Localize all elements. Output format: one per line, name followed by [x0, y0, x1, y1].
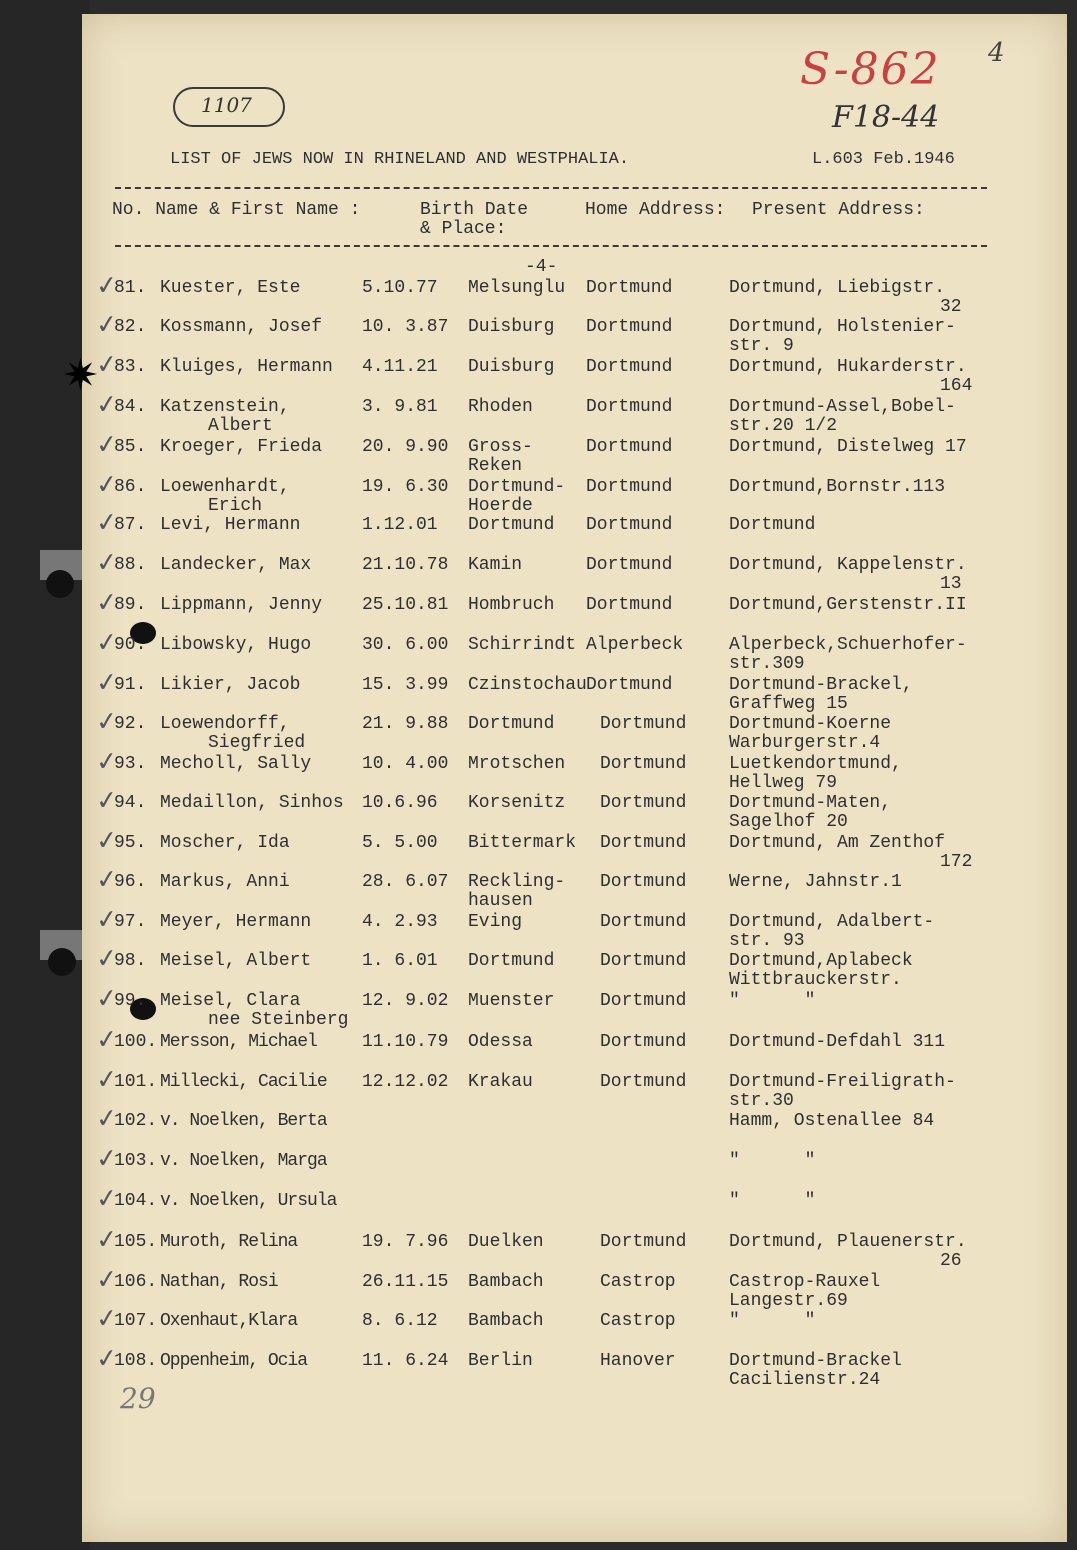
birth-date: 4.11.21 — [362, 357, 438, 377]
birth-date: 1. 6.01 — [362, 951, 438, 971]
present-address: " " — [729, 1311, 816, 1331]
birth-date: 10.6.96 — [362, 793, 438, 813]
row-number: 103. — [114, 1151, 158, 1171]
home-address: Dortmund — [586, 357, 673, 377]
person-name: Kroeger, Frieda — [160, 437, 323, 457]
person-name: Libowsky, Hugo — [160, 635, 312, 655]
present-address: Dortmund, Holstenier- — [729, 317, 956, 337]
birth-place: Schirrindt — [468, 635, 577, 655]
document-title: LIST OF JEWS NOW IN RHINELAND AND WESTPHALIA. — [170, 150, 630, 169]
left-binding-band — [0, 0, 90, 1550]
person-name: Meyer, Hermann — [160, 912, 312, 932]
home-address: Dortmund — [600, 1032, 687, 1052]
present-address: Hamm, Ostenallee 84 — [729, 1111, 935, 1131]
birth-date: 10. 4.00 — [362, 754, 449, 774]
check-mark-icon: ✓ — [94, 942, 120, 976]
present-address-cont: str.309 — [729, 654, 805, 674]
birth-date: 28. 6.07 — [362, 872, 449, 892]
birth-place: Melsunglu — [468, 278, 566, 298]
person-name: Mersson, Michael — [160, 1032, 317, 1052]
birth-place: Dortmund — [468, 515, 555, 535]
birth-date: 12. 9.02 — [362, 991, 449, 1011]
row-number: 108. — [114, 1351, 158, 1371]
present-address: Dortmund-Koerne — [729, 714, 892, 734]
check-mark-icon: ✓ — [94, 586, 120, 620]
present-address-cont: Graffweg 15 — [729, 694, 848, 714]
present-address-cont: Sagelhof 20 — [729, 812, 848, 832]
birth-date: 11.10.79 — [362, 1032, 449, 1052]
column-header-present: Present Address: — [752, 200, 925, 220]
person-name: Markus, Anni — [160, 872, 290, 892]
star-mark-icon: ✷ — [62, 350, 99, 401]
row-number: 86. — [114, 477, 147, 497]
column-header-home: Home Address: — [585, 200, 726, 220]
birth-date: 8. 6.12 — [362, 1311, 438, 1331]
person-name: v. Noelken, Ursula — [160, 1191, 337, 1211]
file-number-stamp — [173, 87, 285, 127]
person-name: Katzenstein, — [160, 397, 290, 417]
present-address-cont: Warburgerstr.4 — [729, 733, 881, 753]
home-address: Dortmund — [586, 595, 673, 615]
header-divider — [115, 187, 987, 189]
present-address: Luetkendortmund, — [729, 754, 902, 774]
birth-place: Duisburg — [468, 317, 555, 337]
home-address: Dortmund — [600, 1232, 687, 1252]
birth-place: Kamin — [468, 555, 523, 575]
person-name: Likier, Jacob — [160, 675, 301, 695]
present-address: " " — [729, 991, 816, 1011]
present-address: Castrop-Rauxel — [729, 1272, 881, 1292]
check-mark-icon: ✓ — [94, 1302, 120, 1336]
birth-date: 21. 9.88 — [362, 714, 449, 734]
present-address: Alperbeck,Schuerhofer- — [729, 635, 967, 655]
present-address: Dortmund,Gerstenstr.II — [729, 595, 967, 615]
punch-hole-top — [46, 570, 74, 598]
birth-date: 5.10.77 — [362, 278, 438, 298]
person-name-cont: Erich — [208, 496, 263, 516]
birth-place: Berlin — [468, 1351, 533, 1371]
present-address: Dortmund-Brackel, — [729, 675, 913, 695]
person-name: Meisel, Clara — [160, 991, 301, 1011]
home-address: Castrop — [600, 1272, 676, 1292]
handwritten-footer-mark: 29 — [120, 1382, 156, 1415]
row-number: 82. — [114, 317, 147, 337]
row-number: 93. — [114, 754, 147, 774]
column-header-no-name: No. Name & First Name : — [112, 200, 361, 220]
birth-place: Mrotschen — [468, 754, 566, 774]
red-archive-reference: S-862 — [800, 44, 941, 95]
present-address: " " — [729, 1191, 816, 1211]
row-number: 104. — [114, 1191, 158, 1211]
present-address-cont: str.20 1/2 — [729, 416, 838, 436]
home-address: Dortmund — [600, 1072, 687, 1092]
birth-date: 1.12.01 — [362, 515, 438, 535]
person-name: Landecker, Max — [160, 555, 312, 575]
check-mark-icon: ✓ — [94, 546, 120, 580]
present-address-cont: str.30 — [729, 1091, 794, 1111]
row-number: 81. — [114, 278, 147, 298]
birth-date: 25.10.81 — [362, 595, 449, 615]
person-name-cont: Albert — [208, 416, 273, 436]
check-mark-icon: ✓ — [94, 1342, 120, 1376]
row-number: 92. — [114, 714, 147, 734]
birth-place: Bittermark — [468, 833, 577, 853]
check-mark-icon: ✓ — [94, 666, 120, 700]
present-address-cont: 32 — [940, 297, 962, 317]
person-name: Kossmann, Josef — [160, 317, 323, 337]
birth-place: Krakau — [468, 1072, 533, 1092]
birth-date: 20. 9.90 — [362, 437, 449, 457]
check-mark-icon: ✓ — [94, 1263, 120, 1297]
person-name: Lippmann, Jenny — [160, 595, 323, 615]
row-number: 98. — [114, 951, 147, 971]
check-mark-icon: ✓ — [94, 1223, 120, 1257]
check-mark-icon: ✓ — [94, 1182, 120, 1216]
row-number: 100. — [114, 1032, 158, 1052]
row-number: 102. — [114, 1111, 158, 1131]
present-address: " " — [729, 1151, 816, 1171]
row-number: 88. — [114, 555, 147, 575]
person-name: Levi, Hermann — [160, 515, 301, 535]
birth-place-cont: Hoerde — [468, 496, 533, 516]
document-reference: L.603 Feb.1946 — [812, 150, 955, 169]
check-mark-icon: ✓ — [94, 784, 120, 818]
person-name: Oxenhaut,Klara — [160, 1311, 298, 1331]
home-address: Dortmund — [600, 951, 687, 971]
present-address: Dortmund, Plauenerstr. — [729, 1232, 967, 1252]
birth-date: 3. 9.81 — [362, 397, 438, 417]
home-address: Alperbeck — [586, 635, 684, 655]
handwritten-page-mark: 4 — [988, 38, 1005, 68]
home-address: Dortmund — [600, 991, 687, 1011]
punch-hole-bottom — [48, 948, 76, 976]
check-mark-icon: ✓ — [94, 626, 120, 660]
birth-date: 12.12.02 — [362, 1072, 449, 1092]
home-address: Dortmund — [586, 278, 673, 298]
home-address: Castrop — [600, 1311, 676, 1331]
row-number: 95. — [114, 833, 147, 853]
home-address: Dortmund — [586, 397, 673, 417]
home-address: Dortmund — [600, 912, 687, 932]
person-name: Loewenhardt, — [160, 477, 290, 497]
birth-place: Hombruch — [468, 595, 555, 615]
birth-place: Dortmund- — [468, 477, 566, 497]
birth-date: 21.10.78 — [362, 555, 449, 575]
birth-place: Bambach — [468, 1272, 544, 1292]
present-address: Dortmund,Aplabeck — [729, 951, 913, 971]
present-address: Dortmund, Am Zenthof — [729, 833, 946, 853]
present-address-cont: Hellweg 79 — [729, 773, 838, 793]
row-number: 90. — [114, 635, 147, 655]
row-number: 106. — [114, 1272, 158, 1292]
check-mark-icon: ✓ — [94, 428, 120, 462]
present-address: Dortmund, Hukarderstr. — [729, 357, 967, 377]
present-address: Dortmund, Liebigstr. — [729, 278, 946, 298]
row-number: 101. — [114, 1072, 158, 1092]
check-mark-icon: ✓ — [94, 1142, 120, 1176]
birth-date: 10. 3.87 — [362, 317, 449, 337]
birth-place: Reckling- — [468, 872, 566, 892]
person-name: Muroth, Relina — [160, 1232, 298, 1252]
birth-place: Odessa — [468, 1032, 533, 1052]
present-address: Dortmund-Maten, — [729, 793, 892, 813]
birth-place: Bambach — [468, 1311, 544, 1331]
home-address: Dortmund — [600, 714, 687, 734]
birth-place: Eving — [468, 912, 523, 932]
row-number: 97. — [114, 912, 147, 932]
check-mark-icon: ✓ — [94, 1063, 120, 1097]
present-address: Dortmund — [729, 515, 816, 535]
present-address: Dortmund,Bornstr.113 — [729, 477, 946, 497]
check-mark-icon: ✓ — [94, 863, 120, 897]
home-address: Dortmund — [586, 437, 673, 457]
row-number: 99. — [114, 991, 147, 1011]
person-name: Meisel, Albert — [160, 951, 312, 971]
row-number: 84. — [114, 397, 147, 417]
present-address-cont: 13 — [940, 574, 962, 594]
row-number: 83. — [114, 357, 147, 377]
person-name: Mecholl, Sally — [160, 754, 312, 774]
birth-date: 11. 6.24 — [362, 1351, 449, 1371]
present-address: Dortmund-Assel,Bobel- — [729, 397, 956, 417]
page-marker: -4- — [525, 257, 558, 277]
check-mark-icon: ✓ — [94, 1102, 120, 1136]
person-name: Nathan, Rosi — [160, 1272, 278, 1292]
person-name: Oppenheim, Ocia — [160, 1351, 308, 1371]
row-number: 85. — [114, 437, 147, 457]
present-address: Dortmund-Freiligrath- — [729, 1072, 956, 1092]
person-name: v. Noelken, Berta — [160, 1111, 327, 1131]
birth-place: Duelken — [468, 1232, 544, 1252]
birth-place: Dortmund — [468, 951, 555, 971]
home-address: Dortmund — [586, 477, 673, 497]
person-name: v. Noelken, Marga — [160, 1151, 327, 1171]
birth-place: Muenster — [468, 991, 555, 1011]
person-name-cont: nee Steinberg — [208, 1010, 349, 1030]
person-name: Loewendorff, — [160, 714, 290, 734]
birth-place-cont: Reken — [468, 456, 523, 476]
present-address: Dortmund-Defdahl 311 — [729, 1032, 946, 1052]
stamp-number: 1107 — [201, 93, 252, 117]
present-address: Werne, Jahnstr.1 — [729, 872, 902, 892]
check-mark-icon: ✓ — [94, 705, 120, 739]
birth-date: 5. 5.00 — [362, 833, 438, 853]
home-address: Dortmund — [586, 555, 673, 575]
present-address-cont: Cacilienstr.24 — [729, 1370, 881, 1390]
check-mark-icon: ✓ — [94, 269, 120, 303]
header-divider — [115, 245, 987, 247]
home-address: Dortmund — [600, 793, 687, 813]
row-number: 105. — [114, 1232, 158, 1252]
check-mark-icon: ✓ — [94, 506, 120, 540]
home-address: Dortmund — [586, 515, 673, 535]
present-address-cont: str. 9 — [729, 336, 794, 356]
column-header-birth-place: & Place: — [420, 219, 507, 239]
person-name: Kuester, Este — [160, 278, 301, 298]
birth-date: 15. 3.99 — [362, 675, 449, 695]
birth-date: 19. 6.30 — [362, 477, 449, 497]
present-address: Dortmund, Adalbert- — [729, 912, 935, 932]
birth-place: Korsenitz — [468, 793, 566, 813]
check-mark-icon: ✓ — [94, 745, 120, 779]
present-address-cont: 26 — [940, 1251, 962, 1271]
birth-place-cont: hausen — [468, 891, 533, 911]
home-address: Hanover — [600, 1351, 676, 1371]
present-address-cont: Langestr.69 — [729, 1291, 848, 1311]
present-address-cont: str. 93 — [729, 931, 805, 951]
home-address: Dortmund — [600, 833, 687, 853]
birth-date: 4. 2.93 — [362, 912, 438, 932]
home-address: Dortmund — [600, 872, 687, 892]
home-address: Dortmund — [600, 754, 687, 774]
birth-place: Gross- — [468, 437, 533, 457]
birth-date: 26.11.15 — [362, 1272, 449, 1292]
present-address: Dortmund, Distelweg 17 — [729, 437, 967, 457]
present-address-cont: Wittbrauckerstr. — [729, 970, 902, 990]
birth-place: Rhoden — [468, 397, 533, 417]
present-address: Dortmund, Kappelenstr. — [729, 555, 967, 575]
check-mark-icon: ✓ — [94, 1023, 120, 1057]
column-header-birth: Birth Date — [420, 200, 529, 220]
birth-date: 19. 7.96 — [362, 1232, 449, 1252]
person-name: Medaillon, Sinhos — [160, 793, 344, 813]
handwritten-reference: F18-44 — [832, 100, 940, 135]
check-mark-icon: ✓ — [94, 824, 120, 858]
birth-date: 30. 6.00 — [362, 635, 449, 655]
row-number: 107. — [114, 1311, 158, 1331]
home-address: Dortmund — [586, 675, 673, 695]
row-number: 89. — [114, 595, 147, 615]
present-address-cont: 172 — [940, 852, 973, 872]
row-number: 94. — [114, 793, 147, 813]
person-name-cont: Siegfried — [208, 733, 306, 753]
check-mark-icon: ✓ — [94, 308, 120, 342]
check-mark-icon: ✓ — [94, 468, 120, 502]
present-address-cont: 164 — [940, 376, 973, 396]
present-address: Dortmund-Brackel — [729, 1351, 902, 1371]
check-mark-icon: ✓ — [94, 388, 120, 422]
row-number: 91. — [114, 675, 147, 695]
person-name: Kluiges, Hermann — [160, 357, 333, 377]
person-name: Moscher, Ida — [160, 833, 290, 853]
check-mark-icon: ✓ — [94, 903, 120, 937]
person-name: Millecki, Cacilie — [160, 1072, 327, 1092]
row-number: 96. — [114, 872, 147, 892]
home-address: Dortmund — [586, 317, 673, 337]
check-mark-icon: ✓ — [94, 348, 120, 382]
row-number: 87. — [114, 515, 147, 535]
check-mark-icon: ✓ — [94, 982, 120, 1016]
birth-place: Czinstochau — [468, 675, 587, 695]
birth-place: Dortmund — [468, 714, 555, 734]
birth-place: Duisburg — [468, 357, 555, 377]
